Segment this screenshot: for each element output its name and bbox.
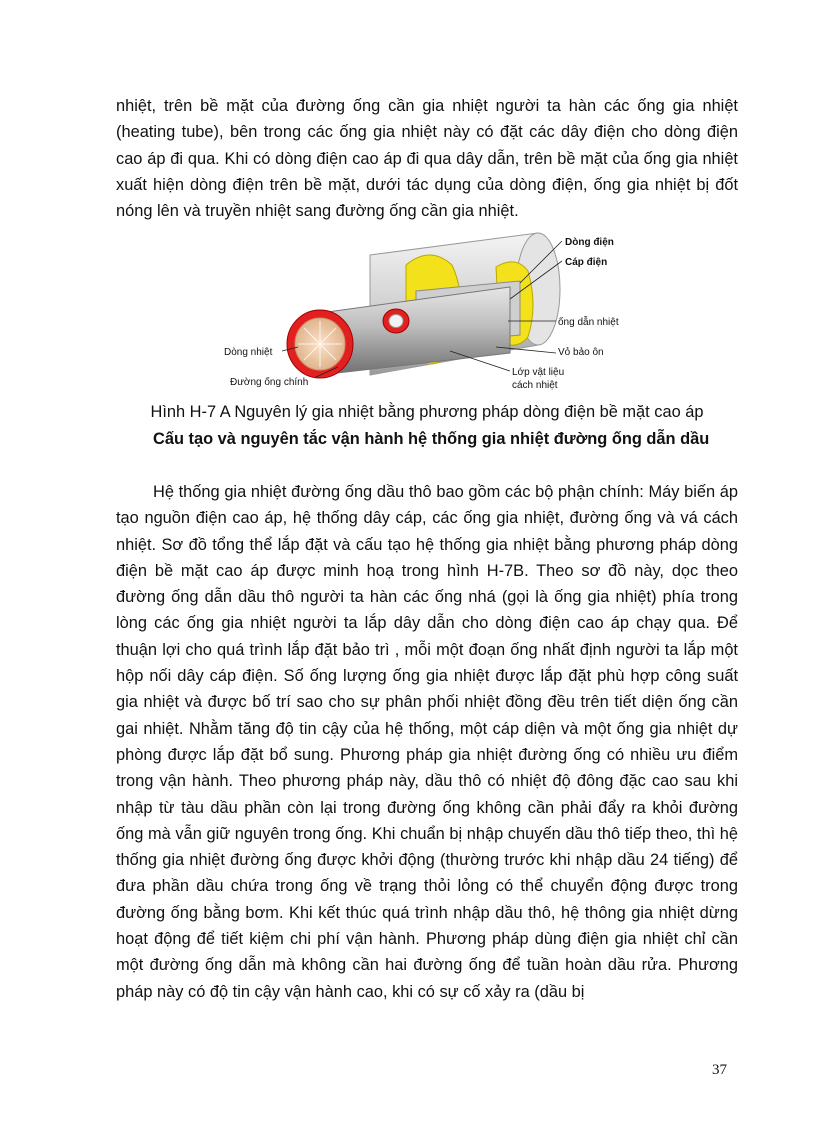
label-duong-ong-chinh: Đường ống chính (230, 377, 309, 388)
page-number: 37 (712, 1062, 727, 1078)
label-dong-dien: Dòng điện (565, 237, 614, 248)
label-lop-vat-lieu-line2: cách nhiệt (512, 380, 558, 391)
pipe-heating-figure (220, 225, 640, 397)
label-ong-dan-nhiet: ống dẫn nhiệt (558, 317, 619, 328)
paragraph-intro: nhiệt, trên bề mặt của đường ống cần gia nhiệt người ta hàn các ống gia nhiệt (heating tube), bên trong các ống gia nhiệt này có đặt các dây điện cho dòng điện cao áp đi qua. Khi có dòng điện cao áp đi qua dây dẫn, trên bề mặt của ống gia nhiệt xuất hiện dòng điện trên bề mặt, dưới tác dụng của dòng điện, ống gia nhiệt bị đốt nóng lên và truyền nhiệt sang đường ống cần gia nhiệt. (116, 97, 738, 221)
label-cap-dien: Cáp điện (565, 257, 608, 268)
section-heading: Cấu tạo và nguyên tắc vận hành hệ thống gia nhiệt đường ống dẫn dầu (153, 430, 710, 448)
label-dong-nhiet: Dòng nhiệt (224, 347, 273, 358)
heating-tube-core-shape (389, 315, 403, 328)
figure-caption: Hình H-7 A Nguyên lý gia nhiệt bằng phương pháp dòng điện bề mặt cao áp (150, 403, 704, 421)
label-lop-vat-lieu-line1: Lớp vật liệu (512, 367, 565, 378)
label-vo-bao-on: Vỏ bảo ôn (558, 347, 604, 358)
paragraph-system: Hệ thống gia nhiệt đường ống dầu thô bao gồm các bộ phận chính: Máy biến áp tạo nguồn điện cao áp, hệ thống dây cáp, các ống gia nhiệt, đường ống và vá cách nhiệt. Sơ đồ tổng thể lắp đặt và cấu tạo hệ thống gia nhiệt bằng phương pháp dòng điện bề mặt cao áp được minh hoạ trong hình H-7B. Theo sơ đồ này, dọc theo đường ống dẫn dầu thô người ta hàn các ống nhá (gọi là ống gia nhiệt) phía trong lòng các ống gia nhiệt người ta lắp dây dẫn cho dòng điện cao áp chạy qua. Để thuận lợi cho quá trình lắp đặt bảo trì , mỗi một đoạn ống nhất định người ta lắp một hộp nối dây cáp điện. Số ống lượng ống gia nhiệt được lắp đặt phù hợp công suất gia nhiệt và được bố trí sao cho sự phân phối nhiệt đồng đều trên tiết diện ống cần gai nhiệt. Nhằm tăng độ tin cậy của hệ thống, một cáp diện và một ống gia nhiệt dự phòng được lắp đặt bổ sung. Phương pháp gia nhiệt đường ống có nhiều ưu điểm trong vận hành. Theo phương pháp này, dầu thô có nhiệt độ đông đặc cao sau khi nhập từ tàu dầu phần còn lại trong đường ống không cần phải đẩy ra khỏi đường ống mà vẫn giữ nguyên trong ống. Khi chuẩn bị nhập chuyến dầu thô tiếp theo, thì hệ thống gia nhiệt đường ống được khởi động (thường trước khi nhập dầu 24 tiếng) để đưa phần dầu chứa trong ống về trạng thỏi lỏng có thể chuyển động được trong đường ống bằng bơm. Khi kết thúc quá trình nhập dầu thô, hệ thông gia nhiệt dừng hoạt động để tiết kiệm chi phí vận hành. Phương pháp dùng điện gia nhiệt chỉ cần một đường ống dẫn mà không cần hai đường ống để tuần hoàn dầu rửa. Phương pháp này có độ tin cậy vận hành cao, khi có sự cố xảy ra (dầu bị (116, 483, 738, 1001)
pipe-cross-section-illustration (220, 225, 640, 397)
